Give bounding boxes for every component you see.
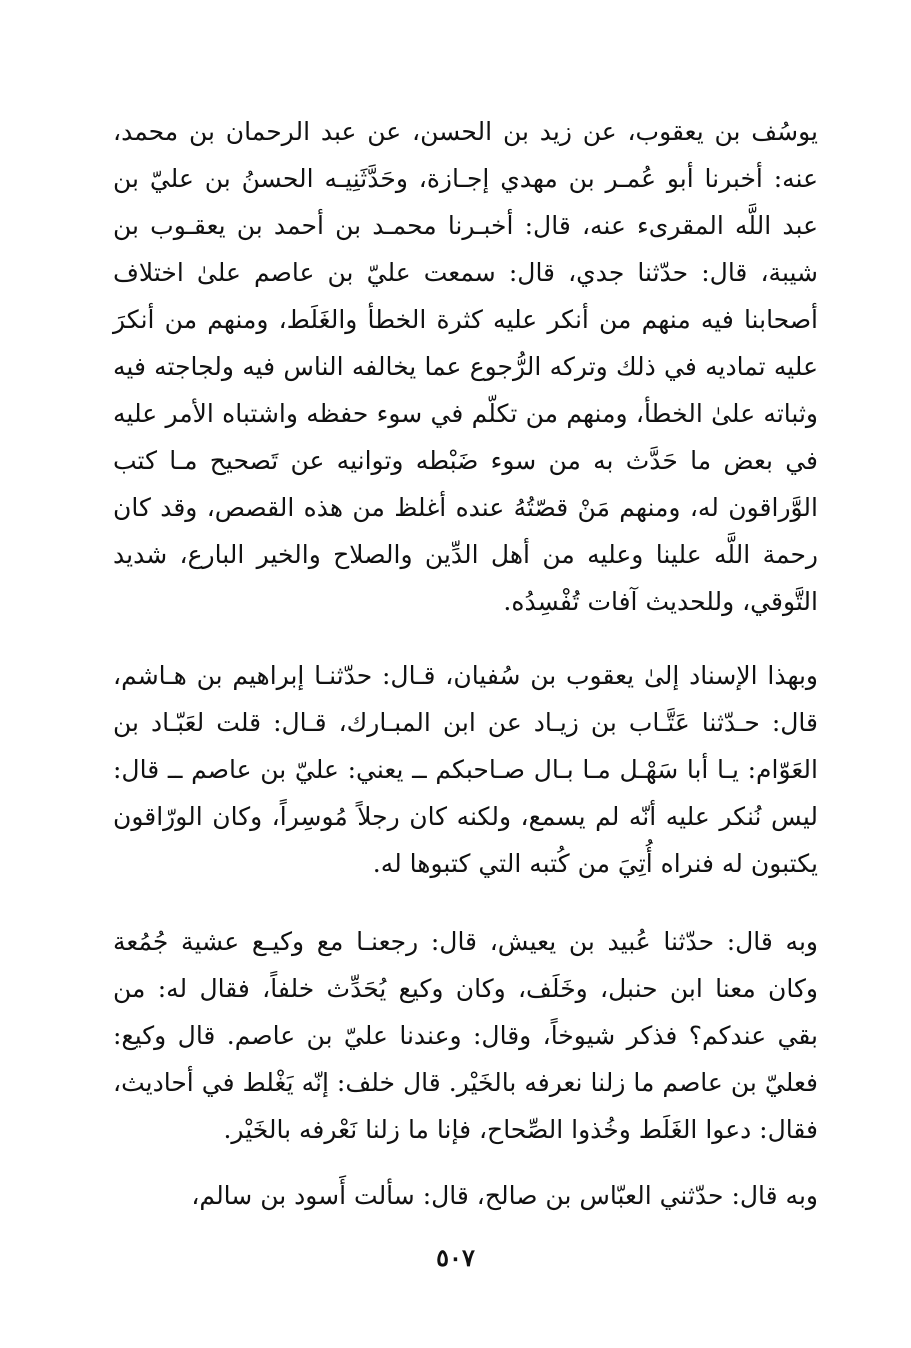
paragraph-4: وبه قال: حدّثني العبّاس بن صالح، قال: سألت أَسود بن سالم، xyxy=(191,1181,818,1210)
page-number: ٥٠٧ xyxy=(436,1243,475,1272)
paragraph-2: وبهذا الإسناد إلىٰ يعقوب بن سُفيان، قـال: حدّثنـا إبراهيم بن هـاشم، قال: حـدّثنا عَتَّـاب بن زيـاد عن ابن المبـارك، قـال: قلت لعَبّـاد بن العَوّام: يـا أبا سَهْـل مـا بـال صـاحبكم ــ يعني: عليّ بن عاصم ــ قال: ليس نُنكر عليه أنّه لم يسمع، ولكنه كان رجلاً مُوسِراً، وكان الورّاقون يكتبون له فنراه أُتِيَ من كُتبه التي كتبوها له. xyxy=(113,661,818,878)
paragraph-1: يوسُف بن يعقوب، عن زيد بن الحسن، عن عبد الرحمان بن محمد، عنه: أخبرنا أبو عُمـر بن مهدي إجـازة، وحَدَّثَنِيـه الحسنُ بن عليّ بن عبد اللَّه المقرىء عنه، قال: أخبـرنا محمـد بن أحمد بن يعقـوب بن شيبة، قال: حدّثنا جدي، قال: سمعت عليّ بن عاصم علىٰ اختلاف أصحابنا فيه منهم من أنكر عليه كثرة الخطأ والغَلَط، ومنهم من أنكرَ عليه تماديه في ذلك وتركه الرُّجوع عما يخالفه الناس فيه ولجاجته فيه وثباته علىٰ الخطأ، ومنهم من تكلّم في سوء حفظه واشتباه الأمر عليه في بعض ما حَدَّث به من سوء ضَبْطه وتوانيه عن تَصحيح مـا كتب الوَّراقون له، ومنهم مَنْ قصّتُهُ عنده أغلظ من هذه القصص، وقد كان رحمة اللَّه علينا وعليه من أهل الدِّين والصلاح والخير البارع، شديد التَّوقي، وللحديث آفات تُفْسِدُه. xyxy=(113,117,818,616)
paragraph-3: وبه قال: حدّثنا عُبيد بن يعيش، قال: رجعنـا مع وكيـع عشية جُمُعة وكان معنا ابن حنبل، وخَلَف، وكان وكيع يُحَدِّث خلفاً، فقال له: من بقي عندكم؟ فذكر شيوخاً، وقال: وعندنا عليّ بن عاصم. قال وكيع: فعليّ بن عاصم ما زلنا نعرفه بالخَيْر. قال خلف: إنّه يَغْلط في أحاديث، فقال: دعوا الغَلَط وخُذوا الصِّحاح، فإنا ما زلنا نَعْرفه بالخَيْر. xyxy=(113,927,818,1144)
